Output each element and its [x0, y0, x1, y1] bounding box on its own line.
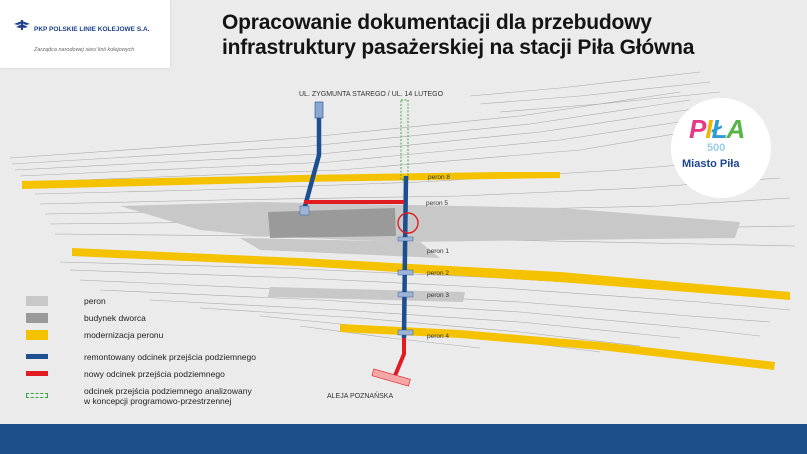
pila-logo-city: Miasto Piła — [682, 158, 740, 170]
legend-swatch-new-tunnel — [26, 371, 48, 376]
title-line-1: Opracowanie dokumentacji dla przebudowy — [222, 11, 652, 34]
pila-letter-4: A — [726, 114, 745, 144]
legend-label-analyzed-line-1: odcinek przejścia podziemnego analizowany — [84, 386, 252, 396]
legend-swatch-analyzed-tunnel — [26, 393, 48, 398]
tunnel-exit-bottom — [372, 369, 410, 386]
legend-label-modernization: modernizacja peronu — [84, 330, 164, 340]
peron-5-platform — [120, 202, 740, 242]
peron-3-label: peron 3 — [427, 292, 450, 299]
legend-swatch-renovated-tunnel — [26, 354, 48, 359]
legend-label-peron: peron — [84, 296, 106, 306]
title-line-2: infrastruktury pasażerskiej na stacji Piła Główna — [222, 36, 695, 59]
tunnel-exit-top — [315, 102, 323, 118]
analyzed-tunnel-segment — [401, 100, 408, 180]
pila-logo-number: 500 — [707, 142, 726, 154]
pila-letter-2: I — [705, 114, 712, 144]
street-top-label: UL. ZYGMUNTA STAREGO / UL. 14 LUTEGO — [299, 91, 444, 98]
legend-label-building: budynek dworca — [84, 313, 146, 323]
legend-label-analyzed-line-2: w koncepcji programowo-przestrzennej — [84, 396, 232, 406]
footer-bar — [0, 424, 807, 454]
peron-4-label: peron 4 — [427, 333, 450, 340]
peron-1-label: peron 1 — [427, 248, 450, 255]
peron-8-label: peron 8 — [428, 174, 451, 181]
pila-letter-3: Ł — [711, 114, 727, 144]
pila-letter-1: P — [689, 114, 706, 144]
pila-500-logo — [671, 98, 771, 198]
logo-company-name: PKP POLSKIE LINIE KOLEJOWE S.A. — [34, 26, 150, 33]
legend-swatch-peron — [26, 296, 48, 306]
legend-swatch-building — [26, 313, 48, 323]
peron-2-label: peron 2 — [427, 270, 450, 277]
station-building — [268, 208, 396, 238]
peron-5-label: peron 5 — [426, 200, 449, 207]
legend-label-renovated-tunnel: remontowany odcinek przejścia podziemnego — [84, 352, 256, 362]
legend-swatch-modernization — [26, 330, 48, 340]
legend-label-new-tunnel: nowy odcinek przejścia podziemnego — [84, 369, 225, 379]
legend-label-analyzed-tunnel — [84, 386, 252, 406]
street-bottom-label: ALEJA POZNAŃSKA — [327, 393, 394, 400]
pila-logo-word — [689, 114, 744, 145]
logo-tagline: Zarządca narodowej sieci linii kolejowych — [34, 47, 135, 53]
